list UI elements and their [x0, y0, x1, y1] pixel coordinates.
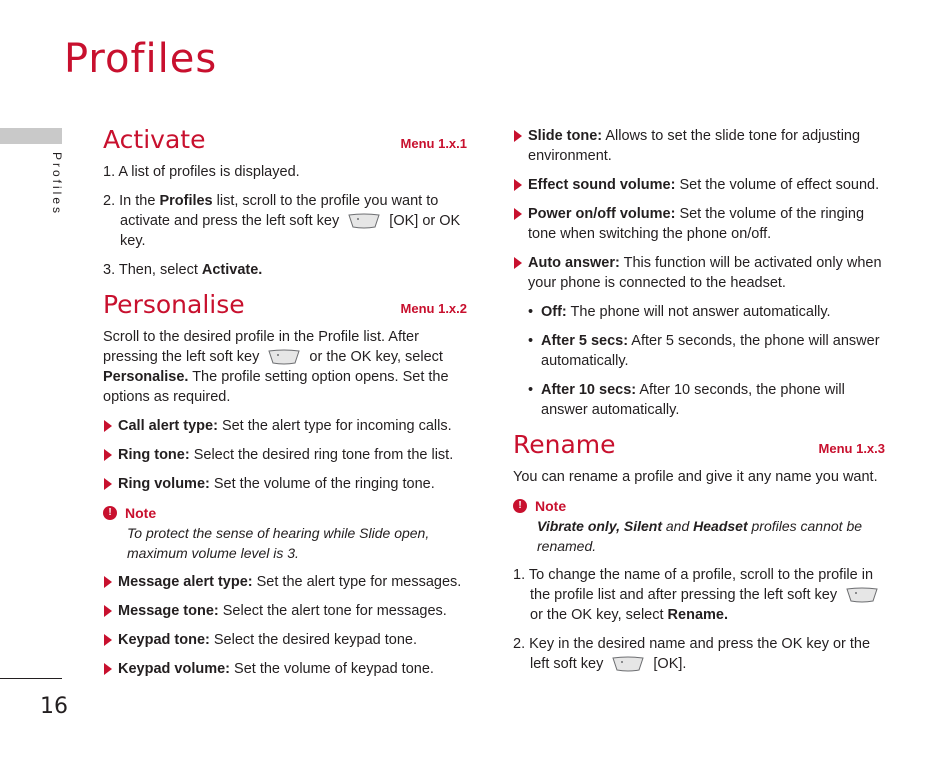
triangle-bullet-icon: [104, 605, 112, 617]
note-text: To protect the sense of hearing while Slide open, maximum volume level is 3.: [127, 525, 430, 561]
activate-title: Activate: [103, 125, 206, 154]
list-item: Keypad tone: Select the desired keypad tone.: [103, 630, 467, 650]
left-soft-key-icon: [611, 655, 645, 673]
left-column: [103, 124, 467, 688]
triangle-bullet-icon: [104, 634, 112, 646]
activate-menu-ref: Menu 1.x.1: [400, 136, 467, 151]
triangle-bullet-icon: [104, 478, 112, 490]
sub-list-item: • Off: The phone will not answer automatically.: [528, 304, 831, 320]
left-soft-key-icon: [347, 212, 381, 230]
triangle-bullet-icon: [514, 179, 522, 191]
side-rule: [0, 678, 62, 679]
list-item: Power on/off volume: Set the volume of the ringing tone when switching the phone on/off.: [513, 204, 885, 244]
note-icon: !: [513, 499, 527, 513]
note-label: Note: [535, 498, 567, 514]
list-item: Ring tone: Select the desired ring tone from the list.: [103, 445, 467, 465]
triangle-bullet-icon: [514, 130, 522, 142]
triangle-bullet-icon: [104, 420, 112, 432]
triangle-bullet-icon: [514, 257, 522, 269]
list-item: Message tone: Select the alert tone for messages.: [103, 601, 467, 621]
note-icon: !: [103, 506, 117, 520]
side-label: Profiles: [50, 152, 64, 217]
triangle-bullet-icon: [514, 208, 522, 220]
sub-list-item: • After 10 secs: After 10 seconds, the phone will answer automatically.: [528, 382, 845, 418]
sub-list-item: • After 5 secs: After 5 seconds, the phone will answer automatically.: [528, 333, 880, 369]
note-box: [513, 496, 885, 556]
triangle-bullet-icon: [104, 449, 112, 461]
activate-step-1: 1. A list of profiles is displayed.: [103, 164, 300, 180]
triangle-bullet-icon: [104, 576, 112, 588]
list-item: Call alert type: Set the alert type for incoming calls.: [103, 416, 467, 436]
rename-intro: You can rename a profile and give it any name you want.: [513, 469, 878, 485]
triangle-bullet-icon: [104, 663, 112, 675]
personalise-title: Personalise: [103, 290, 245, 319]
activate-step-2: 2. In the Profiles list, scroll to the profile you want to activate and press the left soft key [OK] or OK key.: [103, 193, 461, 249]
rename-title: Rename: [513, 430, 616, 459]
left-soft-key-icon: [845, 586, 879, 604]
rename-step-1: 1. To change the name of a profile, scroll to the profile in the profile list and after pressing the left soft key or the OK key, select Rename.: [513, 565, 885, 625]
personalise-intro: Scroll to the desired profile in the Profile list. After pressing the left soft key or the OK key, select Personalise. The profile setting option opens. Set the options as required.: [103, 329, 449, 405]
personalise-menu-ref: Menu 1.x.2: [400, 301, 467, 316]
side-tab: [0, 128, 62, 144]
rename-header: [513, 429, 885, 461]
note-text: Vibrate only, Silent and Headset profiles cannot be renamed.: [537, 518, 863, 554]
page-title: Profiles: [64, 36, 218, 82]
list-item: Message alert type: Set the alert type for messages.: [103, 572, 467, 592]
list-item: Slide tone: Allows to set the slide tone for adjusting environment.: [513, 126, 885, 166]
note-box: [103, 503, 467, 563]
list-item: Ring volume: Set the volume of the ringing tone.: [103, 474, 467, 494]
list-item: Keypad volume: Set the volume of keypad tone.: [103, 659, 467, 679]
rename-menu-ref: Menu 1.x.3: [818, 441, 885, 456]
list-item: Auto answer: This function will be activated only when your phone is connected to the headset.: [513, 253, 885, 293]
right-column: [513, 126, 885, 683]
list-item: Effect sound volume: Set the volume of effect sound.: [513, 175, 885, 195]
note-label: Note: [125, 505, 157, 521]
personalise-header: [103, 289, 467, 321]
activate-step-3: 3. Then, select Activate.: [103, 262, 263, 278]
activate-header: [103, 124, 467, 156]
rename-step-2: 2. Key in the desired name and press the OK key or the left soft key [OK].: [513, 636, 871, 672]
left-soft-key-icon: [267, 348, 301, 366]
page-number: 16: [40, 694, 68, 719]
